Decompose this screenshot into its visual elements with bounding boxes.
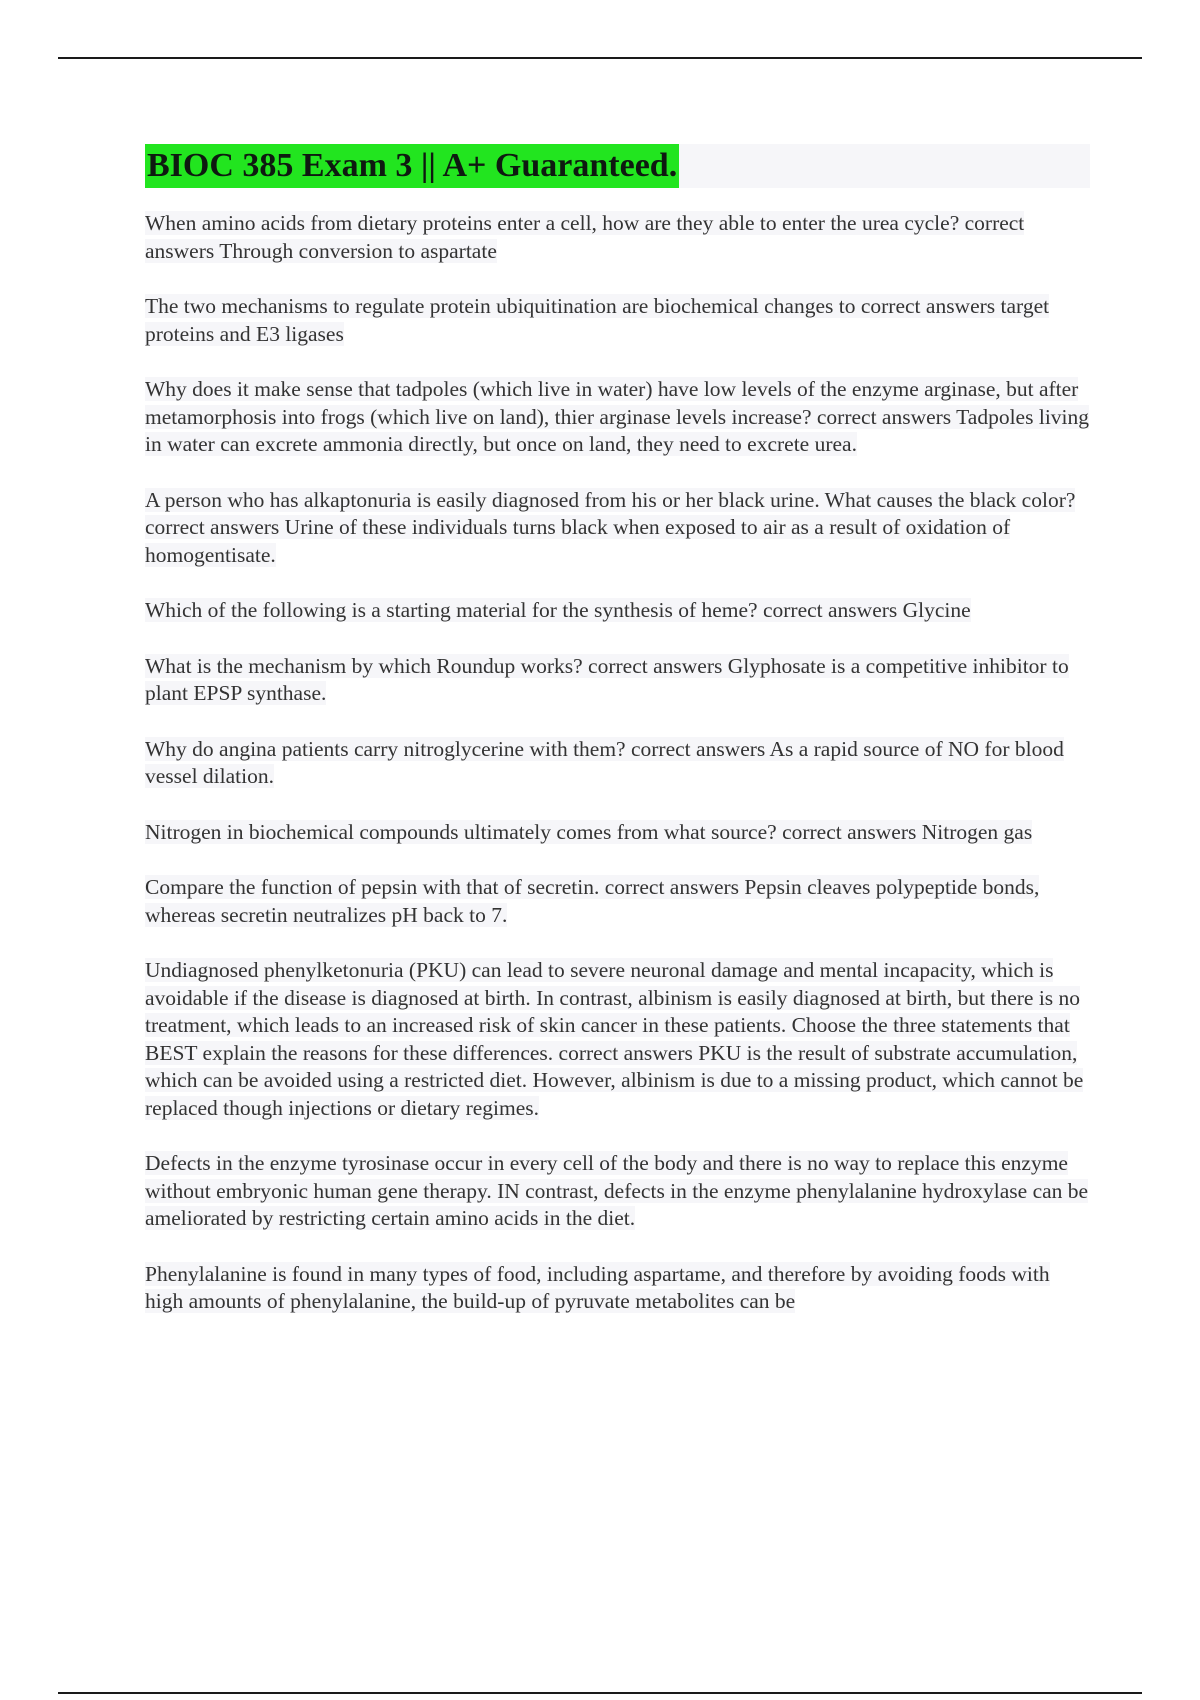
qa-paragraph [145,376,1090,459]
title-bar [145,144,1090,188]
qa-paragraph [145,1261,1090,1316]
qa-text: Compare the function of pepsin with that of secretin. correct answers Pepsin cleaves polypeptide bonds, whereas secretin neutralizes pH back to 7. [145,875,1040,927]
qa-paragraph [145,597,1090,625]
qa-paragraph [145,736,1090,791]
qa-text: Which of the following is a starting material for the synthesis of heme? correct answers Glycine [145,598,971,622]
qa-text: Why do angina patients carry nitroglycerine with them? correct answers As a rapid source of NO for blood vessel dilation. [145,736,1064,788]
qa-text: When amino acids from dietary proteins enter a cell, how are they able to enter the urea cycle? correct answers Through conversion to aspartate [145,211,1025,263]
qa-paragraph [145,293,1090,348]
footer-rule [58,1692,1142,1694]
qa-text: Nitrogen in biochemical compounds ultimately comes from what source? correct answers Nitrogen gas [145,819,1033,844]
qa-paragraph [145,210,1090,265]
qa-paragraph [145,874,1090,929]
qa-text: Phenylalanine is found in many types of food, including aspartame, and therefore by avoiding foods with high amounts of phenylalanine, the build-up of pyruvate metabolites can be [145,1261,1050,1313]
qa-text: A person who has alkaptonuria is easily diagnosed from his or her black urine. What causes the black color? correct answers Urine of these individuals turns black when exposed to air as a result of oxidation of homogentisate. [145,487,1076,567]
qa-paragraph [145,1150,1090,1233]
document-title: BIOC 385 Exam 3 || A+ Guaranteed. [145,144,679,188]
qa-text: What is the mechanism by which Roundup works? correct answers Glyphosate is a competitive inhibitor to plant EPSP synthase. [145,653,1069,705]
qa-paragraph [145,957,1090,1122]
qa-paragraph [145,487,1090,570]
qa-text: Undiagnosed phenylketonuria (PKU) can lead to severe neuronal damage and mental incapacity, which is avoidable if the disease is diagnosed at birth. In contrast, albinism is easily diagnosed at birth, but there is no treatment, which leads to an increased risk of skin cancer in these patients. Choose the three statements that BEST explain the reasons for these differences. correct answers PKU is the result of substrate accumulation, which can be avoided using a restricted diet. However, albinism is due to a missing product, which cannot be replaced though injections or dietary regimes. [145,958,1084,1120]
qa-text: Defects in the enzyme tyrosinase occur in every cell of the body and there is no way to replace this enzyme without embryonic human gene therapy. IN contrast, defects in the enzyme phenylalanine hydroxylase can be ameliorated by restricting certain amino acids in the diet. [145,1151,1089,1230]
header-rule [58,57,1142,59]
qa-paragraph [145,819,1090,847]
qa-text: Why does it make sense that tadpoles (which live in water) have low levels of the enzyme arginase, but after metamorphosis into frogs (which live on land), thier arginase levels increase? correct answers Tadpoles living in water can excrete ammonia directly, but once on land, they need to excrete urea. [145,377,1090,456]
qa-paragraph [145,653,1090,708]
document-body [145,144,1090,1344]
qa-text: The two mechanisms to regulate protein ubiquitination are biochemical changes to correct answers target proteins and E3 ligases [145,294,1050,346]
